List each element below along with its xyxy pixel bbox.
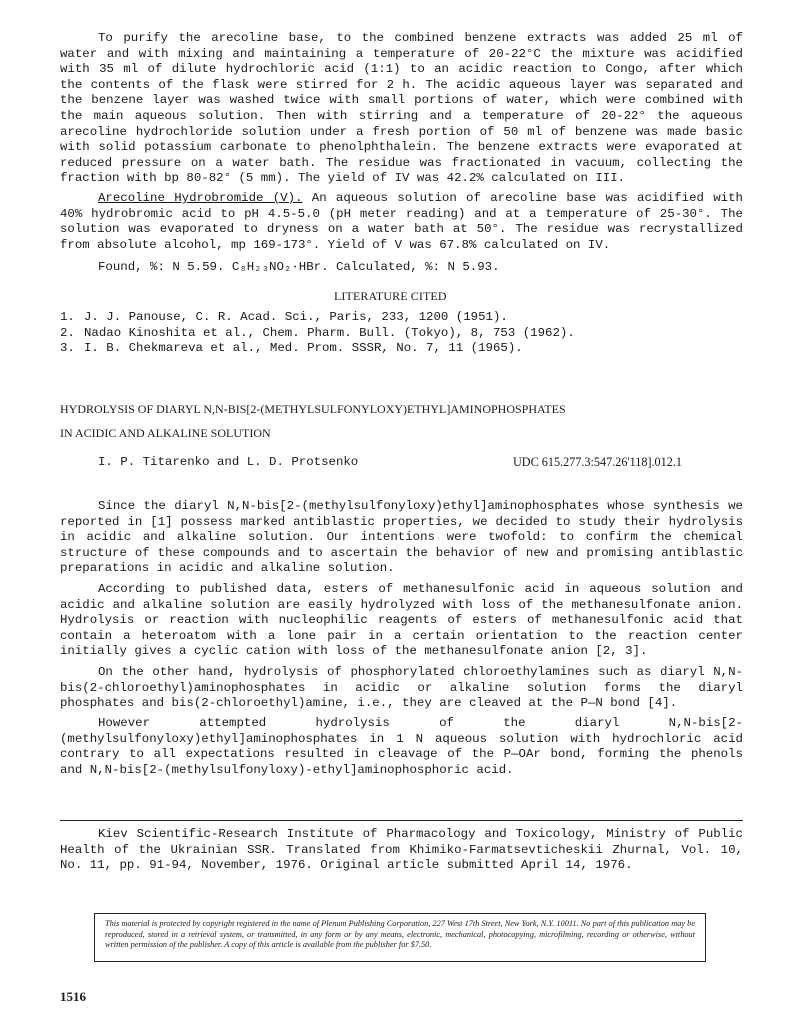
article-authors: I. P. Titarenko and L. D. Protsenko xyxy=(98,455,359,469)
hydrobromide-heading: Arecoline Hydrobromide (V). xyxy=(98,191,303,205)
reference-item: 2. Nadao Kinoshita et al., Chem. Pharm. Bull. (Tokyo), 8, 753 (1962). xyxy=(60,325,575,340)
purification-paragraph: To purify the arecoline base, to the combined benzene extracts was added 25 ml of water and with mixing and maintaining a temperature of 20-22°C the mixture was acidified with 35 ml of dilute hydrochloric acid (1:1) to an acidic reaction to Congo, after which the contents of the flask were stirred for 2 h. The acidic aqueous layer was separated and the benzene layer was washed twice with small portions of water, which were combined with the main aqueous solution. Then with stirring and a temperature of 20-22° the aqueous arecoline hydrochloride solution under a fresh portion of 50 ml of benzene was made basic with solid potassium carbonate to phenolphthalein. The benzene extracts were evaporated at reduced pressure on a water bath. The residue was fractionated in vacuum, collecting the fraction with bp 80-82° (5 mm). The yield of IV was 42.2% calculated on III. xyxy=(60,31,743,186)
copyright-notice-box xyxy=(94,913,706,962)
literature-cited-heading: LITERATURE CITED xyxy=(334,289,447,303)
body-paragraph: Since the diaryl N,N-bis[2-(methylsulfonyloxy)ethyl]aminophosphates whose synthesis we reported in [1] possess marked antiblastic properties, we decided to study their hydrolysis in acidic and alkaline solution. Our intentions were twofold: to confirm the chemical structure of these compounds and to ascertain the behavior of new and promising antiblastic preparations in acidic and alkaline solution. xyxy=(60,499,743,576)
article-title-line-2: IN ACIDIC AND ALKALINE SOLUTION xyxy=(60,426,271,440)
page-number: 1516 xyxy=(60,989,86,1004)
hydrobromide-paragraph: Arecoline Hydrobromide (V). An aqueous solution of arecoline base was acidified with 40% hydrobromic acid to pH 4.5-5.0 (pH meter reading) and at a temperature of 25-30°. The solution was evaporated to dryness on a water bath at 50°. The residue was recrystallized from absolute alcohol, mp 169-173°. Yield of V was 67.8% calculated on IV. xyxy=(60,191,743,252)
article-title-line-1: HYDROLYSIS OF DIARYL N,N-BIS[2-(METHYLSULFONYLOXY)ETHYL]AMINOPHOSPHATES xyxy=(60,402,566,416)
footnote-divider xyxy=(60,820,743,821)
body-paragraph: However attempted hydrolysis of the diaryl N,N-bis[2-(methylsulfonyloxy)ethyl]aminophosphates in 1 N aqueous solution with hydrochloric acid contrary to all expectations resulted in cleavage of the P—OAr bond, forming the phenols and N,N-bis[2-(methylsulfonyloxy)-ethyl]aminophosphoric acid. xyxy=(60,716,743,777)
institution-footnote: Kiev Scientific-Research Institute of Pharmacology and Toxicology, Ministry of Public Health of the Ukrainian SSR. Translated from Khimiko-Farmatsevticheskii Zhurnal, Vol. 10, No. 11, pp. 91-94, November, 1976. Original article submitted April 14, 1976. xyxy=(60,827,743,873)
reference-list xyxy=(60,310,740,357)
copyright-notice-text: This material is protected by copyright registered in the name of Plenum Publishing Corporation, 227 West 17th Street, New York, N.Y. 10011. No part of this publication may be reproduced, stored in a retrieval system, or transmitted, in any form or by any means, electronic, mechanical, photocopying, microfilming, recording or otherwise, without written permission of the publisher. A copy of this article is available from the publisher for $7.50. xyxy=(105,919,695,950)
body-paragraph: According to published data, esters of methanesulfonic acid in aqueous solution and acidic and alkaline solution are easily hydrolyzed with loss of the methanesulfonate anion. Hydrolysis or reaction with nucleophilic reagents of esters of methanesulfonic acid that contain a heteroatom with a lone pair in a certain orientation to the reaction center initially gives a cyclic cation with loss of the methanesulfonate anion [2, 3]. xyxy=(60,582,743,659)
body-paragraph: On the other hand, hydrolysis of phosphorylated chloroethylamines such as diaryl N,N-bis(2-chloroethyl)aminophosphates in acidic or alkaline solution forms the diaryl phosphates and bis(2-chloroethyl)amine, i.e., they are cleaved at the P—N bond [4]. xyxy=(60,665,743,711)
analysis-line: Found, %: N 5.59. C₈H₂₃NO₂·HBr. Calculated, %: N 5.93. xyxy=(98,260,500,274)
reference-item: 3. I. B. Chekmareva et al., Med. Prom. SSSR, No. 7, 11 (1965). xyxy=(60,341,523,356)
udc-code: UDC 615.277.3:547.26'118].012.1 xyxy=(513,455,682,469)
reference-item: 1. J. J. Panouse, C. R. Acad. Sci., Paris, 233, 1200 (1951). xyxy=(60,310,508,324)
